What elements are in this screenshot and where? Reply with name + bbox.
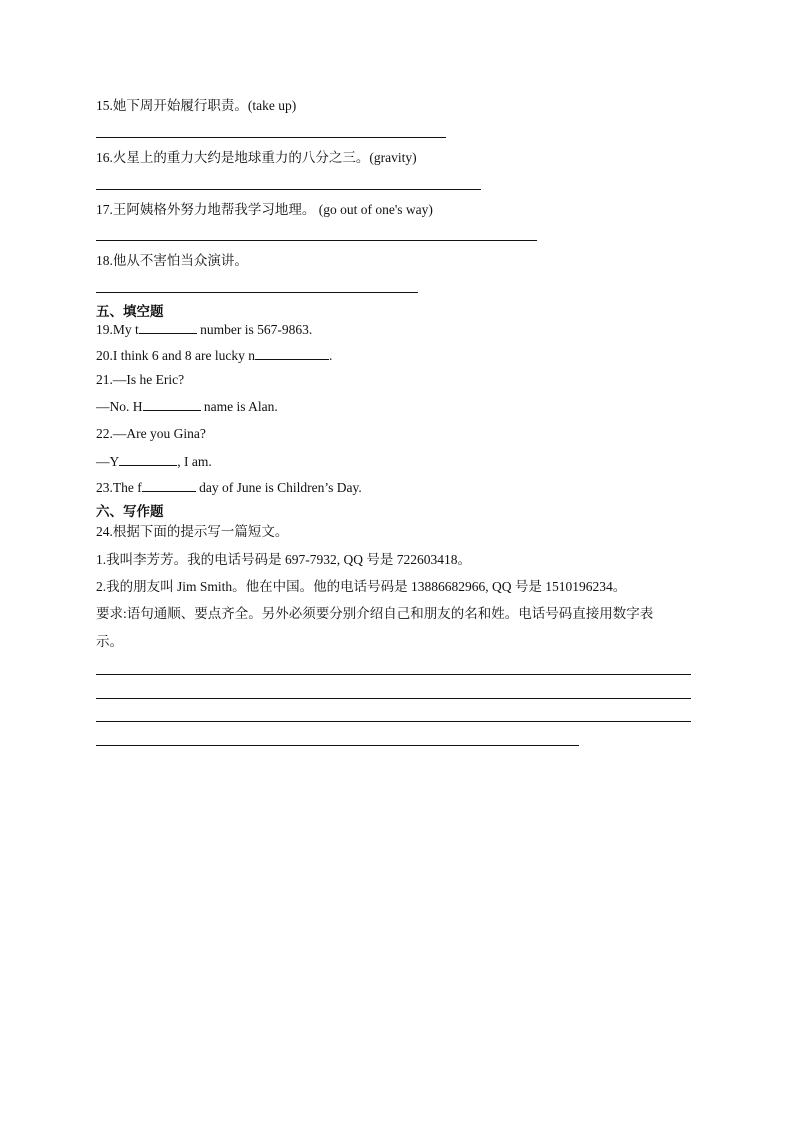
question-22-line2 <box>96 453 212 471</box>
question-21-line2 <box>96 398 278 416</box>
question-23 <box>96 479 362 497</box>
question-19 <box>96 321 312 339</box>
blank-20[interactable] <box>255 347 329 360</box>
q21-after: name is Alan. <box>200 399 278 414</box>
question-21-line1: 21.—Is he Eric? <box>96 372 185 387</box>
q22-after: , I am. <box>177 454 212 469</box>
question-20 <box>96 347 332 365</box>
answer-line-16[interactable] <box>96 189 481 190</box>
writing-requirement-line2: 示。 <box>96 634 123 649</box>
question-18: 18.他从不害怕当众演讲。 <box>96 253 248 268</box>
writing-hint-2: 2.我的朋友叫 Jim Smith。他在中国。他的电话号码是 13886682966, QQ 号是 1510196234。 <box>96 579 627 594</box>
blank-22[interactable] <box>119 453 177 466</box>
q20-before: 20.I think 6 and 8 are lucky n <box>96 348 255 363</box>
q23-after: day of June is Children’s Day. <box>195 480 362 495</box>
blank-23[interactable] <box>142 479 196 492</box>
blank-21[interactable] <box>143 398 201 411</box>
writing-answer-line-2[interactable] <box>96 698 691 699</box>
q19-after: number is 567-9863. <box>196 322 313 337</box>
question-16: 16.火星上的重力大约是地球重力的八分之三。(gravity) <box>96 150 417 165</box>
writing-answer-line-4[interactable] <box>96 745 579 746</box>
writing-hint-1: 1.我叫李芳芳。我的电话号码是 697-7932, QQ 号是 722603418。 <box>96 552 471 567</box>
blank-19[interactable] <box>139 321 197 334</box>
q19-before: 19.My t <box>96 322 139 337</box>
q22-before: —Y <box>96 454 120 469</box>
answer-line-18[interactable] <box>96 292 418 293</box>
answer-line-17[interactable] <box>96 240 537 241</box>
section-heading-writing: 六、写作题 <box>96 504 164 519</box>
q20-after: . <box>328 348 333 363</box>
question-15: 15.她下周开始履行职责。(take up) <box>96 98 297 113</box>
writing-answer-line-1[interactable] <box>96 674 691 675</box>
answer-line-15[interactable] <box>96 137 446 138</box>
question-22-line1: 22.—Are you Gina? <box>96 426 206 441</box>
section-heading-fill-blank: 五、填空题 <box>96 304 164 319</box>
writing-requirement-line1: 要求:语句通顺、要点齐全。另外必须要分别介绍自己和朋友的名和姓。电话号码直接用数字表 <box>96 606 654 621</box>
q23-before: 23.The f <box>96 480 142 495</box>
question-17: 17.王阿姨格外努力地帮我学习地理。 (go out of one's way) <box>96 202 433 217</box>
writing-prompt: 24.根据下面的提示写一篇短文。 <box>96 524 289 539</box>
writing-answer-line-3[interactable] <box>96 721 691 722</box>
q21-before: —No. H <box>96 399 143 414</box>
